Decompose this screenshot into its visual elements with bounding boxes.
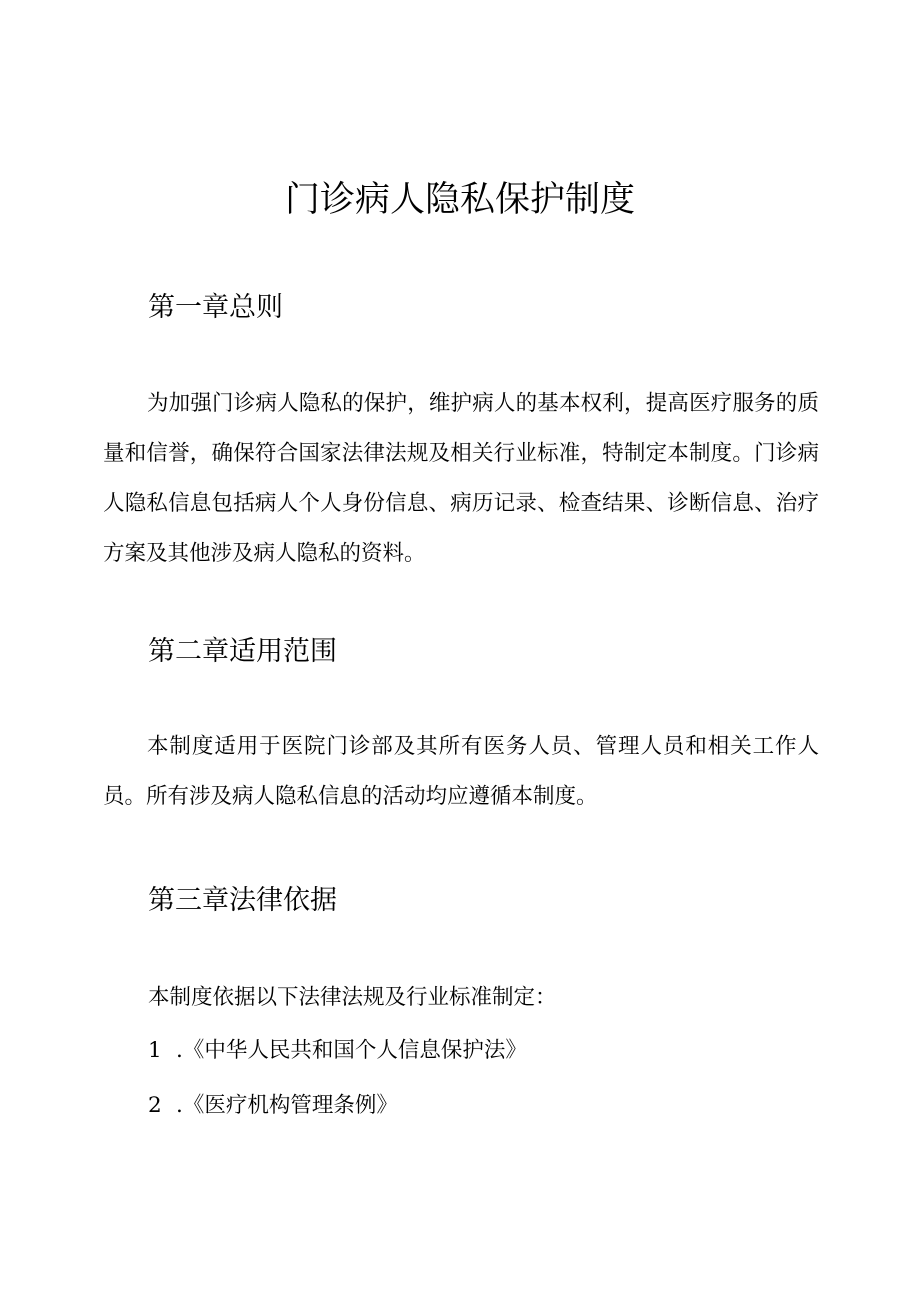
chapter-1-heading: 第一章总则 [148, 292, 283, 323]
chapter-2-heading: 第二章适用范围 [148, 636, 337, 667]
list-item-text: .《中华人民共和国个人信息保护法》 [176, 1038, 527, 1063]
list-item [148, 1088, 398, 1124]
list-item-number: 1 [148, 1038, 162, 1063]
list-item [148, 1033, 527, 1069]
list-item-text: .《医疗机构管理条例》 [176, 1093, 398, 1118]
document-title: 门诊病人隐私保护制度 [284, 180, 635, 220]
chapter-2-paragraph: 本制度适用于医院门诊部及其所有医务人员、管理人员和相关工作人员。所有涉及病人隐私信息的活动均应遵循本制度。 [103, 734, 819, 809]
chapter-3-intro: 本制度依据以下法律法规及行业标准制定： [148, 985, 557, 1010]
list-item-number: 2 [148, 1093, 162, 1118]
chapter-3-heading: 第三章法律依据 [148, 885, 337, 916]
chapter-1-paragraph: 为加强门诊病人隐私的保护，维护病人的基本权利，提高医疗服务的质量和信誉，确保符合国家法律法规及相关行业标准，特制定本制度。门诊病人隐私信息包括病人个人身份信息、病历记录、检查结果、诊断信息、治疗方案及其他涉及病人隐私的资料。 [103, 391, 819, 566]
